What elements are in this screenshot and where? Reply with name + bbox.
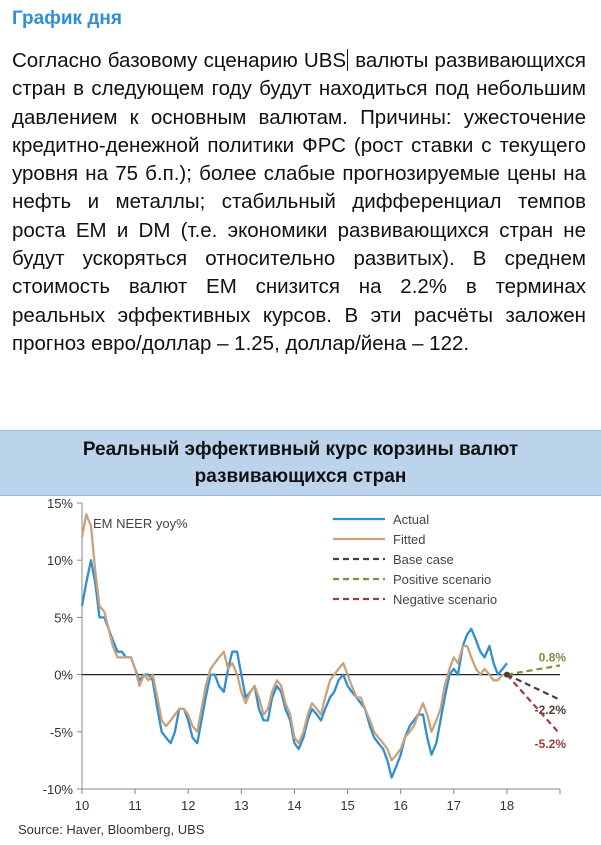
source-note: Source: Haver, Bloomberg, UBS <box>18 822 205 837</box>
x-tick-label: 17 <box>446 798 462 813</box>
end-label-positive-scenario: 0.8% <box>538 650 566 665</box>
x-tick-label: 10 <box>74 798 90 813</box>
x-tick-label: 16 <box>393 798 408 813</box>
article-paragraph <box>12 47 586 358</box>
x-tick-label: 14 <box>287 798 302 813</box>
y-tick-label: 15% <box>46 496 73 511</box>
forecast-origin-marker <box>504 672 510 678</box>
y-tick-label: 10% <box>46 553 73 569</box>
text-cursor <box>347 49 348 71</box>
legend-label: Fitted <box>393 532 426 547</box>
y-tick-label: -5% <box>49 724 73 740</box>
end-label-base-case: -2.2% <box>534 702 566 717</box>
legend-label: Actual <box>393 512 430 527</box>
line-chart <box>0 495 601 820</box>
y-tick-label: 5% <box>54 610 73 626</box>
paragraph-text-rest: валюты развивающихся стран в следующем году будут находиться под небольшим давлением к основным валютам. Причины: ужесточение кредитно-денежной политики ФРС (рост ставки с текущего уровня на 75 б.п.); более слабые прогнозируемые цены на нефть и металлы; стабильный дифференциал темпов роста EM и DM (т.е. экономики развивающихся стран не будут ускоряться относительно развитых). В среднем стоимость валют EM снизится на 2.2% в терминах реальных эффективных курсов. В эти расчёты заложен прогноз евро/доллар – 1.25, доллар/йена – 122. <box>12 49 586 355</box>
x-tick-label: 11 <box>128 798 142 813</box>
chart-title-line-1: Реальный эффективный курс корзины валют <box>82 439 519 460</box>
paragraph-text-start: Согласно базовому сценарию UBS <box>12 49 347 72</box>
chart-title-line-2: развивающихся стран <box>194 466 407 487</box>
series-line-positive-scenario <box>507 665 560 674</box>
legend-label: Base case <box>393 552 454 567</box>
x-tick-label: 15 <box>340 798 355 813</box>
y-tick-label: -10% <box>42 782 73 797</box>
chart-title <box>0 436 601 490</box>
y-tick-label: 0% <box>54 667 73 683</box>
inner-series-label: EM NEER yoy% <box>93 516 188 531</box>
end-label-negative-scenario: -5.2% <box>534 737 566 752</box>
x-tick-label: 12 <box>180 798 196 813</box>
x-tick-label: 13 <box>234 798 249 813</box>
legend-label: Negative scenario <box>393 592 498 607</box>
x-tick-label: 18 <box>499 798 515 813</box>
legend-label: Positive scenario <box>393 572 492 587</box>
section-heading: График дня <box>12 8 122 29</box>
series-line-base-case <box>507 675 560 700</box>
